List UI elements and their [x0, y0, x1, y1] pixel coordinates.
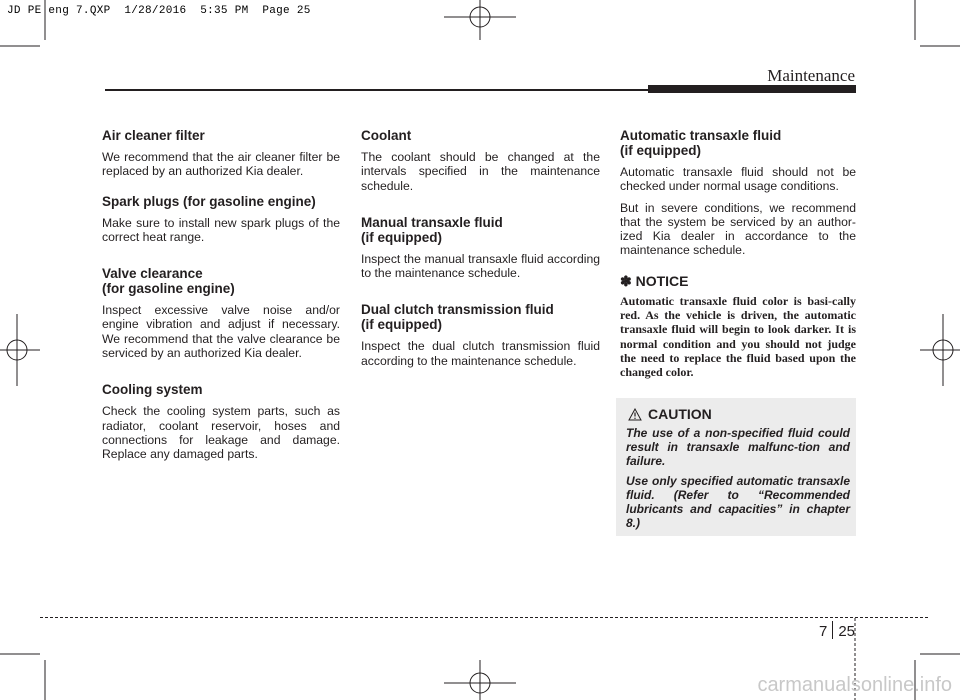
- text-air-cleaner-filter: We recommend that the air cleaner filter be replaced by an authorized Kia dealer.: [102, 150, 340, 179]
- text-manual-transaxle-fluid: Inspect the manual transaxle fluid according to the maintenance schedule.: [361, 251, 600, 281]
- page-number: [819, 621, 855, 640]
- text-dual-clutch-fluid: Inspect the dual clutch transmission fluid according to the maintenance schedule.: [361, 339, 600, 368]
- heading-automatic-transaxle-fluid: Automatic transaxle fluid (if equipped): [620, 128, 782, 158]
- caution-text-1: The use of a non-specified fluid could result in transaxle malfunc-tion and failure.: [626, 426, 850, 468]
- text-automatic-transaxle-2: But in severe conditions, we recommend that the system be serviced by an author-ized Kia dealer in accordance to the maintenance schedule.: [620, 200, 856, 258]
- notice-heading: ✽ NOTICE: [620, 272, 689, 289]
- heading-dual-clutch-fluid: Dual clutch transmission fluid (if equipped): [361, 302, 554, 333]
- heading-coolant: Coolant: [361, 128, 412, 143]
- column-right: [620, 128, 856, 380]
- heading-valve-clearance: Valve clearance (for gasoline engine): [102, 266, 235, 297]
- watermark: carmanualsonline.info: [757, 674, 952, 696]
- header-bar: [648, 85, 856, 93]
- caution-heading: CAUTION: [648, 406, 712, 422]
- text-cooling-system: Check the cooling system parts, such as radiator, coolant reservoir, hoses and connections for leakage and damage. Replace any damaged parts.: [102, 404, 340, 462]
- heading-manual-transaxle-fluid: Manual transaxle fluid (if equipped): [361, 214, 503, 245]
- text-spark-plugs: Make sure to install new spark plugs of the correct heat range.: [102, 215, 340, 244]
- heading-air-cleaner-filter: Air cleaner filter: [102, 128, 205, 143]
- text-valve-clearance: Inspect excessive valve noise and/or engine vibration and adjust if necessary. We recommend that the valve clearance be serviced by an authorized Kia dealer.: [102, 303, 340, 361]
- caution-header: [628, 406, 850, 422]
- warning-triangle-icon: [628, 408, 642, 421]
- chapter-number: 7: [818, 623, 828, 640]
- column-left: [102, 128, 340, 477]
- notice-text: Automatic transaxle fluid color is basi-cally red. As the vehicle is driven, the automatic transaxle fluid will begin to look darker. It is normal condition and you should not judge the need to replace the fluid based upon the changed color.: [620, 293, 856, 380]
- footer-rule: [40, 617, 928, 618]
- heading-spark-plugs: Spark plugs (for gasoline engine): [102, 193, 316, 209]
- page-number-value: 25: [838, 623, 855, 640]
- heading-cooling-system: Cooling system: [102, 382, 203, 398]
- section-title: Maintenance: [767, 66, 855, 85]
- column-middle: [361, 128, 600, 383]
- print-slug: JD PE eng 7.QXP 1/28/2016 5:35 PM Page 25: [7, 5, 311, 17]
- page-number-separator: [832, 621, 833, 639]
- caution-box: [616, 398, 856, 536]
- text-coolant: The coolant should be changed at the intervals specified in the maintenance schedule.: [361, 150, 600, 193]
- caution-text-2: Use only specified automatic transaxle fluid. (Refer to “Recommended lubricants and capacities” in chapter 8.): [626, 474, 850, 530]
- text-automatic-transaxle-1: Automatic transaxle fluid should not be checked under normal usage conditions.: [620, 165, 856, 194]
